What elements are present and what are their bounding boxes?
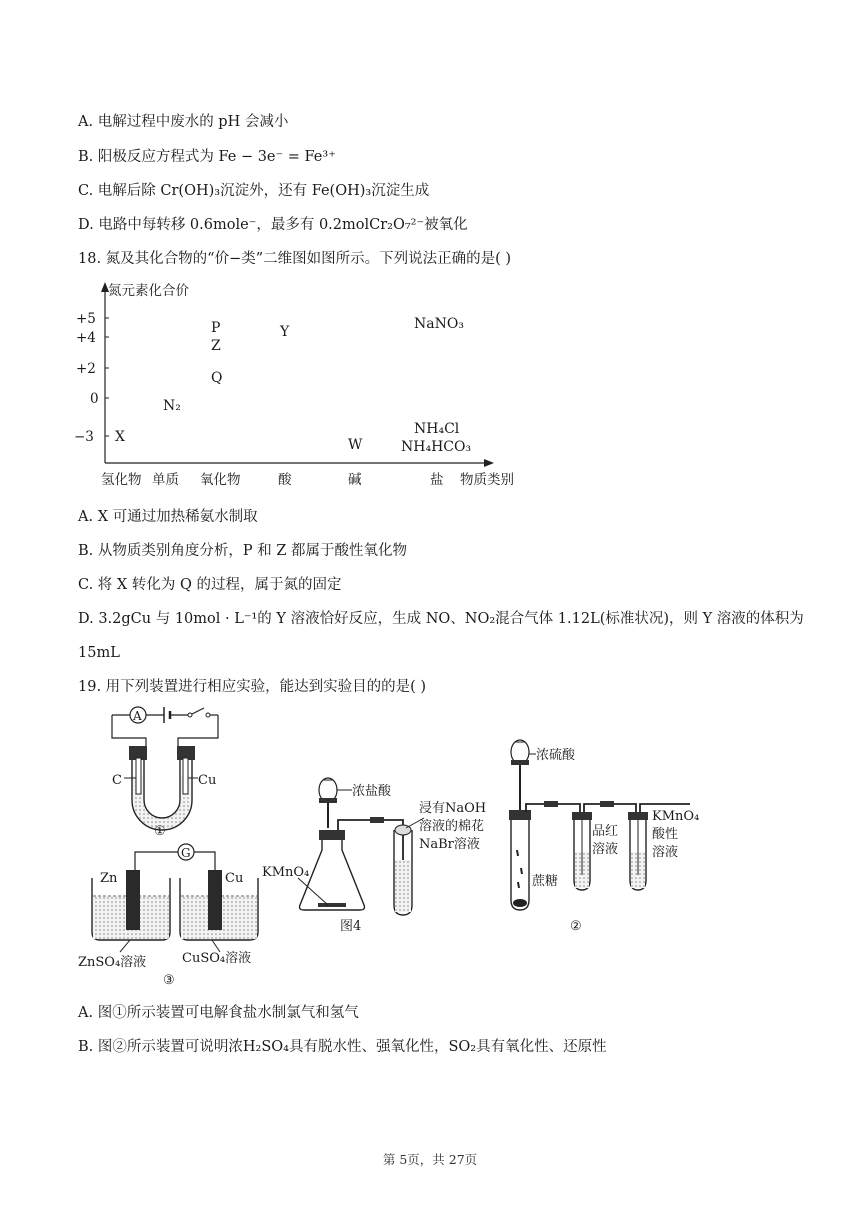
point-p: P — [211, 320, 221, 336]
x-cat-hydride: 氢化物 — [101, 472, 142, 488]
y-tick-minus3: −3 — [74, 429, 94, 445]
svg-text:NaBr溶液: NaBr溶液 — [419, 837, 480, 852]
point-x: X — [115, 429, 125, 445]
point-w: W — [348, 437, 363, 453]
svg-text:②: ② — [570, 919, 582, 934]
point-nano3: NaNO₃ — [414, 316, 464, 332]
svg-text:A: A — [133, 709, 142, 723]
x-cat-acid: 酸 — [278, 472, 292, 488]
q18-option-d-line1: D. 3.2gCu 与 10mol · L⁻¹的 Y 溶液恰好反应，生成 NO、NO₂混合气体 1.12L(标准状况)，则 Y 溶液的体积为 — [78, 611, 804, 627]
q17-option-c: C. 电解后除 Cr(OH)₃沉淀外，还有 Fe(OH)₃沉淀生成 — [78, 183, 430, 199]
q18-option-b: B. 从物质类别角度分析，P 和 Z 都属于酸性氧化物 — [78, 543, 408, 559]
svg-text:浓盐酸: 浓盐酸 — [352, 784, 392, 799]
svg-text:①: ① — [154, 824, 166, 839]
svg-text:KMnO₄: KMnO₄ — [652, 809, 700, 824]
q18-stem: 18. 氮及其化合物的“价−类”二维图如图所示。下列说法正确的是( ) — [78, 251, 512, 267]
svg-text:溶液: 溶液 — [592, 842, 619, 857]
y-tick-zero: 0 — [90, 391, 99, 407]
svg-text:CuSO₄溶液: CuSO₄溶液 — [182, 951, 252, 966]
q19-option-b: B. 图②所示装置可说明浓H₂SO₄具有脱水性、强氧化性，SO₂具有氧化性、还原性 — [78, 1039, 607, 1055]
x-cat-oxide: 氧化物 — [200, 472, 241, 488]
svg-text:溶液的棉花: 溶液的棉花 — [419, 819, 485, 834]
svg-text:ZnSO₄溶液: ZnSO₄溶液 — [78, 955, 147, 970]
q18-option-c: C. 将 X 转化为 Q 的过程，属于氮的固定 — [78, 577, 342, 593]
x-cat-salt: 盐 — [430, 472, 444, 488]
y-tick-plus4: +4 — [76, 330, 96, 346]
point-z: Z — [211, 338, 221, 354]
svg-text:Zn: Zn — [100, 871, 118, 886]
svg-text:浸有NaOH: 浸有NaOH — [419, 801, 487, 816]
q17-option-d: D. 电路中每转移 0.6mole⁻，最多有 0.2molCr₂O₇²⁻被氧化 — [78, 217, 468, 233]
point-nh4hco3: NH₄HCO₃ — [401, 439, 472, 455]
x-axis-title: 物质类别 — [460, 472, 514, 488]
point-nh4cl: NH₄Cl — [414, 421, 460, 437]
figure-2-sulfuric-acid — [509, 740, 699, 934]
valence-class-diagram — [70, 278, 530, 494]
switch-icon — [188, 713, 192, 717]
figure-1-electrolysis — [112, 707, 218, 839]
q19-option-a: A. 图①所示装置可电解食盐水制氯气和氢气 — [78, 1005, 359, 1021]
svg-text:KMnO₄: KMnO₄ — [262, 865, 310, 880]
x-cat-base: 碱 — [348, 472, 362, 488]
x-cat-element: 单质 — [152, 472, 179, 488]
svg-text:Cu: Cu — [198, 773, 217, 788]
svg-text:③: ③ — [163, 973, 175, 988]
svg-text:浓硫酸: 浓硫酸 — [536, 748, 576, 763]
page-footer: 第 5页，共 27页 — [382, 1152, 478, 1167]
q17-option-a: A. 电解过程中废水的 pH 会减小 — [78, 114, 289, 130]
svg-text:溶液: 溶液 — [652, 845, 679, 860]
y-axis-title: 氮元素化合价 — [108, 283, 189, 299]
svg-text:C: C — [112, 773, 122, 788]
apparatus-figure — [70, 700, 700, 990]
x-axis-arrow — [484, 459, 494, 467]
svg-text:品红: 品红 — [592, 824, 619, 839]
svg-text:G: G — [181, 846, 191, 860]
point-n2: N₂ — [163, 398, 181, 414]
q18-option-d-line2: 15mL — [78, 645, 120, 661]
y-tick-plus2: +2 — [76, 361, 96, 377]
svg-text:图4: 图4 — [340, 919, 362, 934]
svg-text:蔗糖: 蔗糖 — [532, 874, 559, 889]
figure-3-galvanic-cell — [78, 844, 258, 988]
q17-option-b: B. 阳极反应方程式为 Fe − 3e⁻ = Fe³⁺ — [78, 149, 336, 165]
y-tick-plus5: +5 — [76, 311, 96, 327]
svg-text:Cu: Cu — [225, 871, 244, 886]
svg-text:酸性: 酸性 — [652, 827, 679, 842]
figure-4-chlorine — [262, 778, 486, 934]
point-y: Y — [280, 324, 290, 340]
q18-option-a: A. X 可通过加热稀氨水制取 — [78, 509, 258, 525]
point-q: Q — [211, 370, 223, 386]
q19-stem: 19. 用下列装置进行相应实验，能达到实验目的的是( ) — [78, 679, 427, 695]
